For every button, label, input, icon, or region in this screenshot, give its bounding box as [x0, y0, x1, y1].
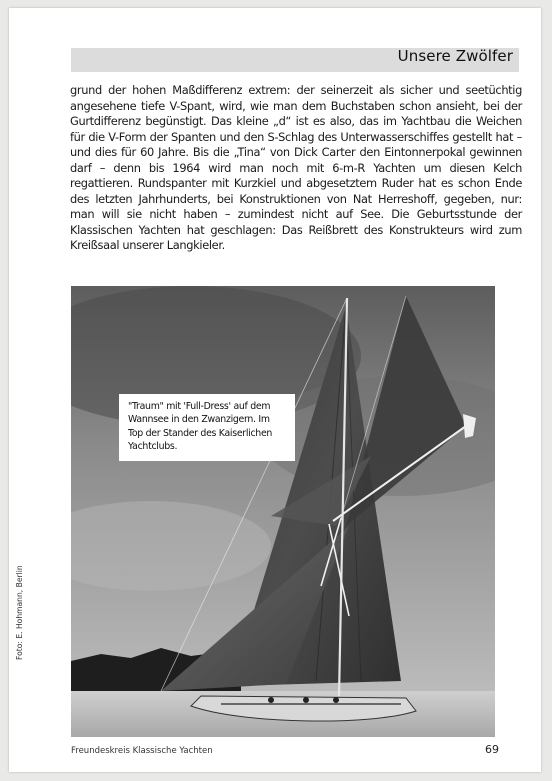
body-paragraph: grund der hohen Maßdifferenz extrem: der seinerzeit als sicher und seetüchtig angesehene tiefe V-Spant, wird, wie man dem Buchstaben schon ansieht, bei der Gurtdifferenz begünstigt. Das kleine „d“ ist es also, das im Yachtbau die Weichen für die V-Form der Spanten und den S-Schlag des Unterwasserschiffes gestellt hat – und dies für 60 Jahre. Bis die „Tina“ von Dick Carter den Eintonnerpokal gewinnen darf – denn bis 1964 wird man noch mit 6-m-R Yachten um diesen Kelch regattieren. Rundspanter mit Kurzkiel und abgesetztem Ruder hat es schon Ende des letzten Jahrhunderts, bei Konstruktionen von Nat Herreshoff, gegeben, nur: man will sie nicht haben – zumindest nicht auf See. Die Geburtsstunde der Klassischen Yachten hat geschlagen: Das Reißbrett des Konstrukteurs wird zum Kreißsaal unserer Langkieler. — [70, 83, 522, 252]
section-title: Unsere Zwölfer — [397, 47, 513, 65]
photo-caption: "Traum" mit 'Full-Dress' auf dem Wannsee in den Zwanzigern. Im Top der Stander des Kaiserlichen Yachtclubs. — [119, 394, 295, 461]
footer-publisher: Freundeskreis Klassische Yachten — [71, 746, 213, 756]
magazine-page — [9, 8, 541, 772]
yacht-photo-illustration — [71, 286, 495, 737]
sailing-yacht-photo — [71, 286, 495, 737]
page-number: 69 — [485, 743, 499, 756]
photo-credit: Foto: E. Hohmann, Berlin — [15, 565, 24, 660]
